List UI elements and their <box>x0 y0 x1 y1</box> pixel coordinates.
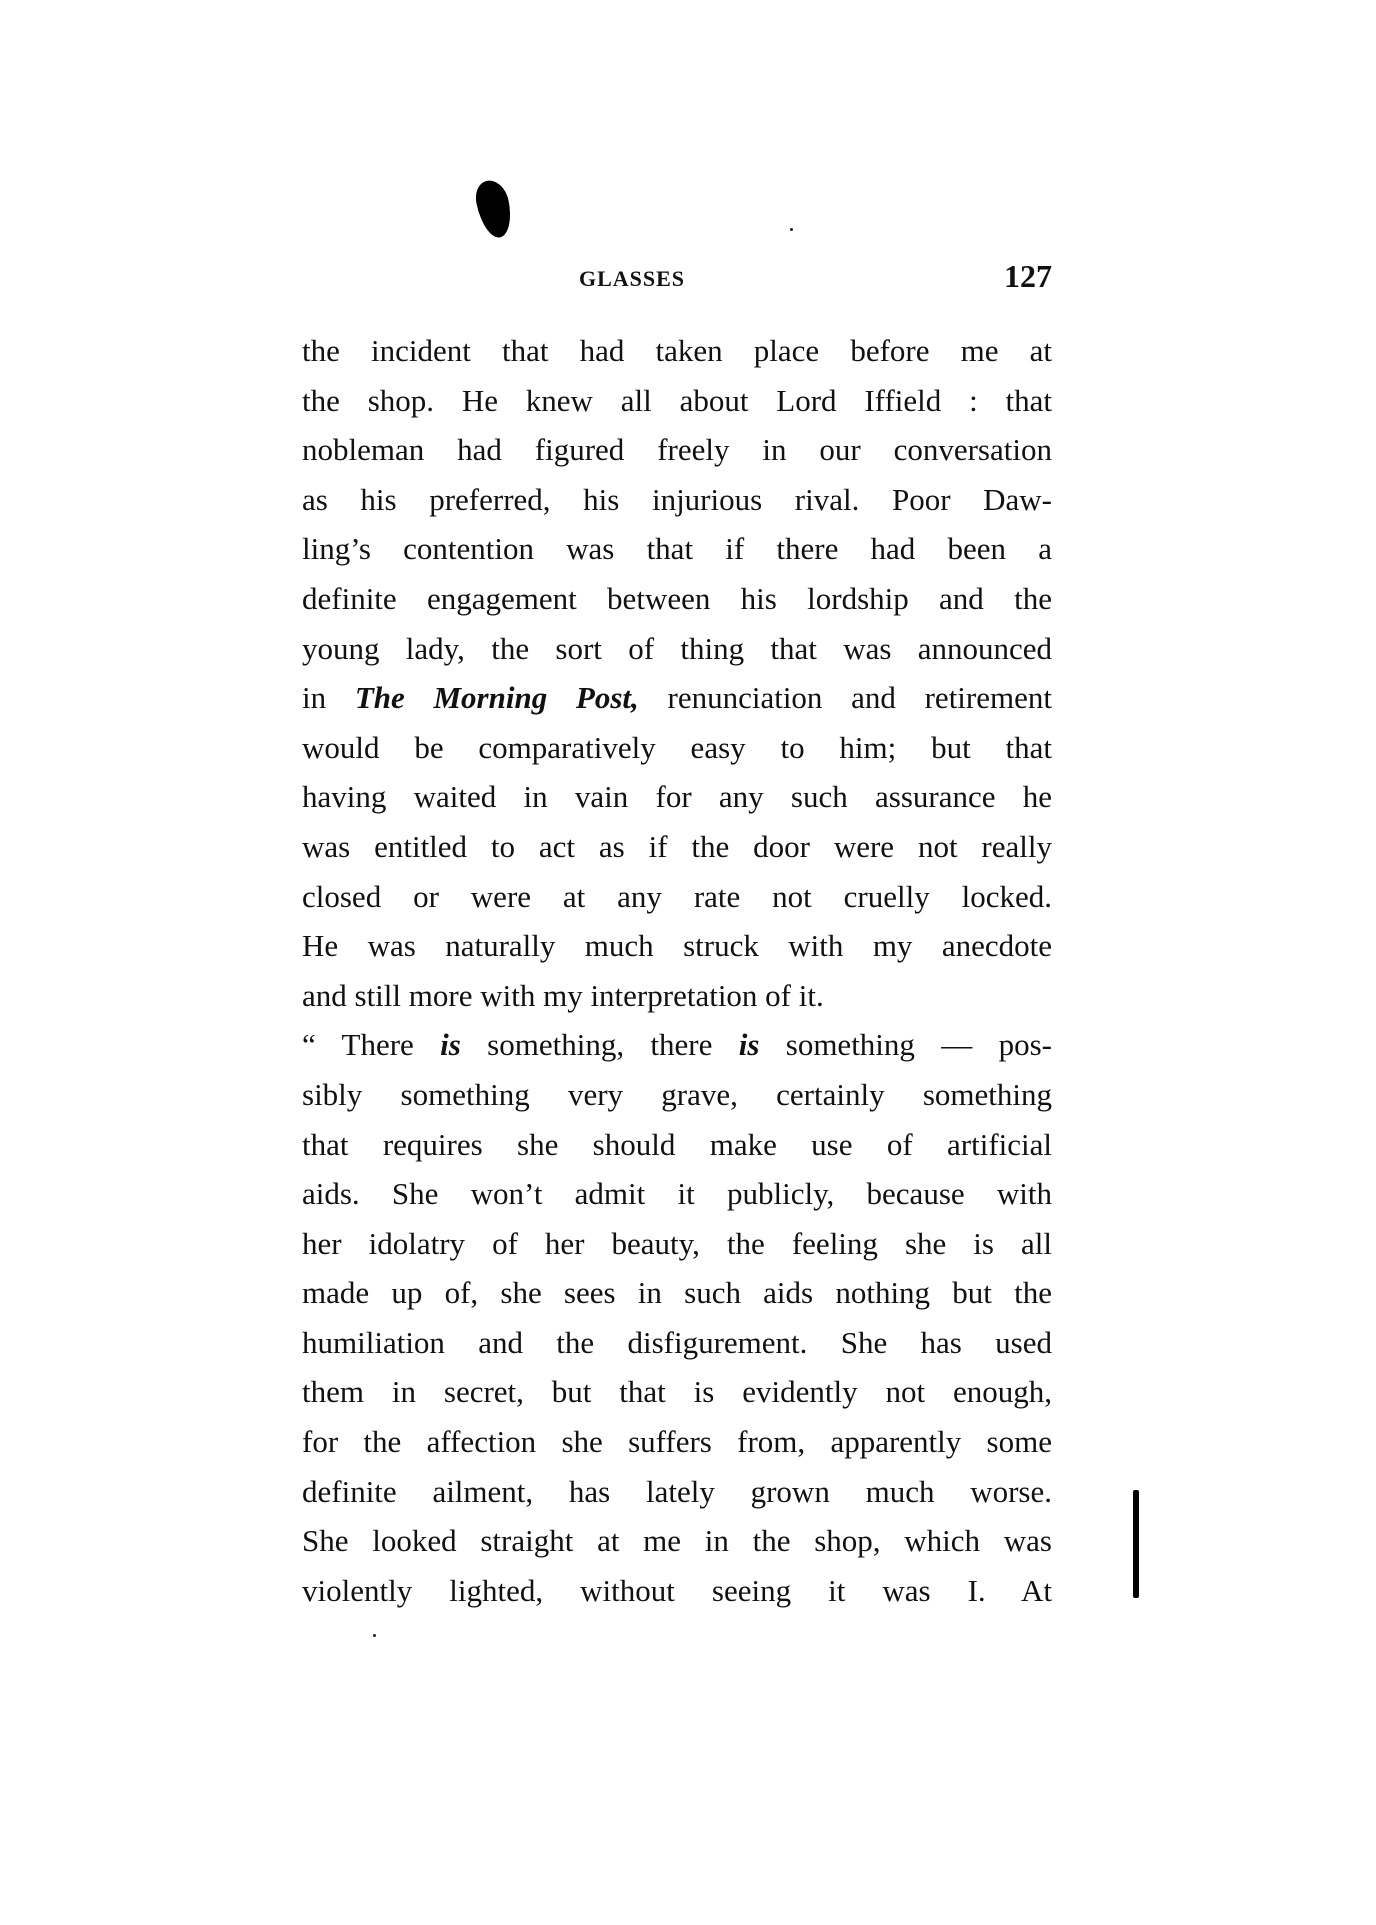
text-segment: the incident that had taken place before me at <box>302 333 1052 368</box>
text-segment: nobleman had figured freely in our conversation <box>302 432 1052 468</box>
text-segment: aids. She won’t admit it publicly, because with <box>302 1176 1052 1212</box>
text-line <box>302 524 1052 574</box>
text-segment: for the affection she suffers from, apparently some <box>302 1424 1052 1460</box>
italic-text: is <box>738 1027 760 1063</box>
text-segment: “ There <box>302 1027 441 1063</box>
text-line <box>302 1169 1052 1219</box>
running-title: GLASSES <box>578 266 686 291</box>
text-line <box>302 1020 1052 1070</box>
text-line <box>302 921 1052 971</box>
text-segment: in <box>302 680 355 716</box>
italic-text: is <box>440 1027 461 1063</box>
text-segment: definite ailment, has lately grown much worse. <box>302 1473 1052 1509</box>
ink-blot-mark <box>472 177 515 240</box>
text-segment: definite engagement between his lordship and the <box>302 580 1052 616</box>
text-segment: would be comparatively easy to him; but that <box>302 729 1052 765</box>
text-segment: as his preferred, his injurious rival. Poor Daw- <box>302 481 1052 517</box>
text-line <box>302 673 1052 723</box>
text-line <box>302 326 1052 376</box>
text-line <box>302 1516 1052 1566</box>
text-line <box>302 1367 1052 1417</box>
text-segment: made up of, she sees in such aids nothing but the <box>302 1275 1052 1311</box>
text-line <box>302 475 1052 525</box>
text-segment: having waited in vain for any such assurance he <box>302 779 1052 815</box>
page-number: 127 <box>1004 258 1052 294</box>
text-segment: young lady, the sort of thing that was announced <box>302 630 1052 666</box>
text-line <box>302 1467 1052 1517</box>
text-segment: He was naturally much struck with my anecdote <box>302 928 1052 964</box>
text-line <box>302 971 1052 1021</box>
text-segment: ling’s contention was that if there had been a <box>302 531 1052 567</box>
text-line <box>302 1417 1052 1467</box>
text-segment: something — pos- <box>759 1027 1052 1063</box>
text-segment: closed or were at any rate not cruelly locked. <box>302 878 1052 914</box>
text-segment: violently lighted, without seeing it was I. At <box>302 1572 1052 1608</box>
text-line <box>302 1268 1052 1318</box>
page-header <box>302 258 1052 298</box>
text-line <box>302 1070 1052 1120</box>
text-segment: renunciation and retirement <box>638 680 1052 716</box>
text-line <box>302 1318 1052 1368</box>
text-line <box>302 822 1052 872</box>
text-segment: that requires she should make use of artificial <box>302 1126 1052 1162</box>
text-line <box>302 1219 1052 1269</box>
text-segment: and still more with my interpretation of it. <box>302 977 824 1013</box>
italic-text: The Morning Post, <box>354 680 639 716</box>
text-line <box>302 1120 1052 1170</box>
text-line <box>302 425 1052 475</box>
text-line <box>302 1566 1052 1616</box>
speck-mark <box>373 1634 376 1637</box>
text-segment: her idolatry of her beauty, the feeling she is all <box>302 1225 1052 1261</box>
text-segment: them in secret, but that is evidently not enough, <box>302 1374 1052 1410</box>
text-line <box>302 624 1052 674</box>
scan-edge-mark <box>1133 1490 1139 1598</box>
text-segment: humiliation and the disfigurement. She has used <box>302 1324 1052 1360</box>
text-segment: sibly something very grave, certainly something <box>302 1076 1052 1112</box>
text-segment: the shop. He knew all about Lord Iffield : that <box>302 382 1052 418</box>
text-line <box>302 376 1052 426</box>
text-segment: She looked straight at me in the shop, which was <box>302 1523 1052 1559</box>
text-line <box>302 574 1052 624</box>
text-line <box>302 772 1052 822</box>
text-segment: something, there <box>460 1027 739 1063</box>
text-line <box>302 872 1052 922</box>
speck-mark <box>790 228 793 231</box>
text-segment: was entitled to act as if the door were not really <box>302 828 1052 864</box>
text-line <box>302 723 1052 773</box>
body-text <box>302 326 1052 1615</box>
